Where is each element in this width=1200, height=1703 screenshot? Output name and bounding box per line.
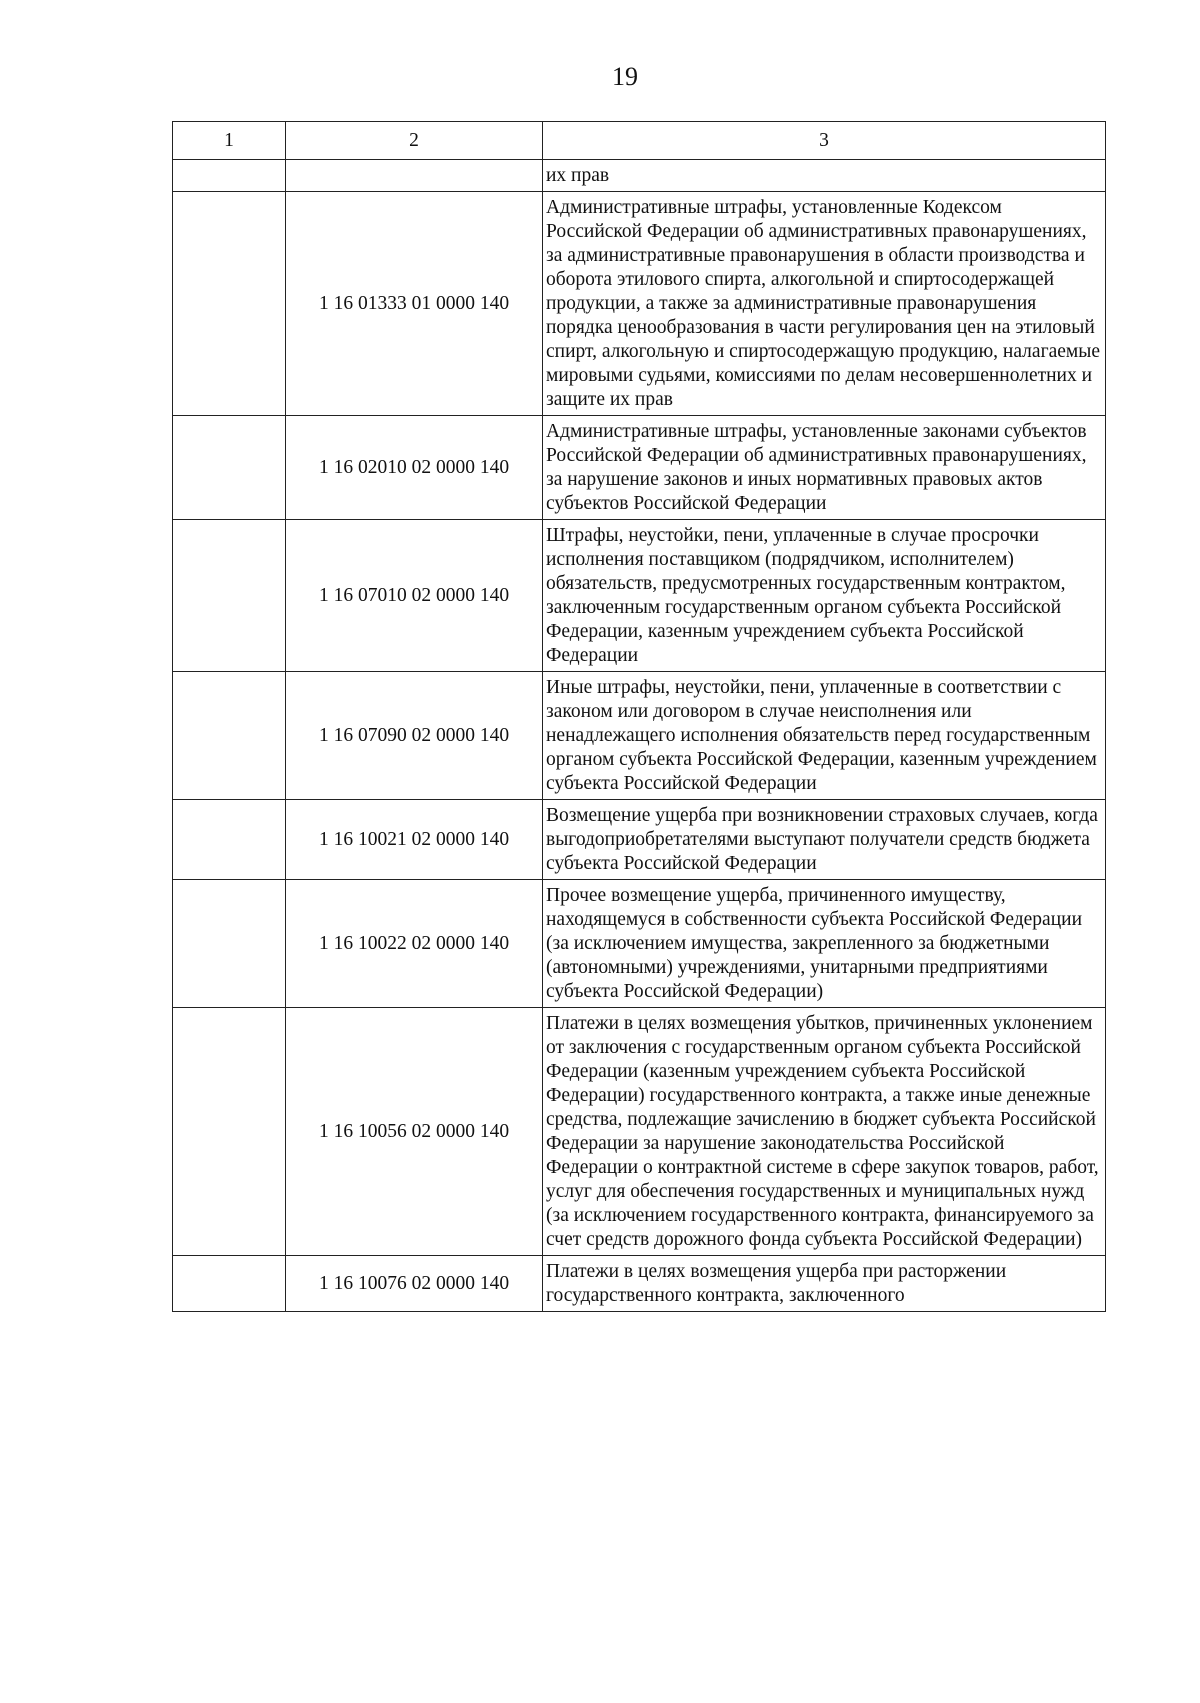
table-row [173,880,1106,1008]
header-col-2: 2 [286,122,543,160]
row-number-cell [173,416,286,520]
table-row [173,1256,1106,1312]
description-cell: их прав [543,160,1106,192]
description-cell: Штрафы, неустойки, пени, уплаченные в случае просрочки исполнения поставщиком (подрядчиком, исполнителем) обязательств, предусмотренных государственным контрактом, заключенным государственным органом субъекта Российской Федерации, казенным учреждением субъекта Российской Федерации [543,520,1106,672]
table-row [173,192,1106,416]
row-number-cell [173,160,286,192]
row-number-cell [173,520,286,672]
budget-code-cell: 1 16 01333 01 0000 140 [286,192,543,416]
description-cell: Прочее возмещение ущерба, причиненного имуществу, находящемуся в собственности субъекта Российской Федерации (за исключением имущества, закрепленного за бюджетными (автономными) учреждениями, унитарными предприятиями субъекта Российской Федерации) [543,880,1106,1008]
description-cell: Административные штрафы, установленные законами субъектов Российской Федерации об административных правонарушениях, за нарушение законов и иных нормативных правовых актов субъектов Российской Федерации [543,416,1106,520]
row-number-cell [173,880,286,1008]
table-row [173,416,1106,520]
table-row [173,672,1106,800]
budget-code-cell: 1 16 02010 02 0000 140 [286,416,543,520]
table-row [173,1008,1106,1256]
table-row [173,160,1106,192]
page-number: 19 [612,62,638,91]
budget-code-cell: 1 16 10021 02 0000 140 [286,800,543,880]
description-cell: Возмещение ущерба при возникновении страховых случаев, когда выгодоприобретателями выступают получатели средств бюджета субъекта Российской Федерации [543,800,1106,880]
budget-code-cell: 1 16 10022 02 0000 140 [286,880,543,1008]
row-number-cell [173,1008,286,1256]
description-cell: Платежи в целях возмещения убытков, причиненных уклонением от заключения с государственным органом субъекта Российской Федерации (казенным учреждением субъекта Российской Федерации) государственного контракта, а также иные денежные средства, подлежащие зачислению в бюджет субъекта Российской Федерации за нарушение законодательства Российской Федерации о контрактной системе в сфере закупок товаров, работ, услуг для обеспечения государственных и муниципальных нужд (за исключением государственного контракта, финансируемого за счет средств дорожного фонда субъекта Российской Федерации) [543,1008,1106,1256]
header-col-3: 3 [543,122,1106,160]
description-cell: Иные штрафы, неустойки, пени, уплаченные в соответствии с законом или договором в случае неисполнения или ненадлежащего исполнения обязательств перед государственным органом субъекта Российской Федерации, казенным учреждением субъекта Российской Федерации [543,672,1106,800]
budget-code-cell: 1 16 10076 02 0000 140 [286,1256,543,1312]
row-number-cell [173,1256,286,1312]
table-row [173,520,1106,672]
budget-code-cell: 1 16 07010 02 0000 140 [286,520,543,672]
description-cell: Административные штрафы, установленные Кодексом Российской Федерации об административных правонарушениях, за административные правонарушения в области производства и оборота этилового спирта, алкогольной и спиртосодержащей продукции, а также за административные правонарушения порядка ценообразования в части регулирования цен на этиловый спирт, алкогольную и спиртосодержащую продукцию, налагаемые мировыми судьями, комиссиями по делам несовершеннолетних и защите их прав [543,192,1106,416]
budget-code-cell: 1 16 10056 02 0000 140 [286,1008,543,1256]
header-col-1: 1 [173,122,286,160]
row-number-cell [173,800,286,880]
row-number-cell [173,192,286,416]
budget-code-cell: 1 16 07090 02 0000 140 [286,672,543,800]
budget-codes-table [172,121,1106,1312]
table-row [173,800,1106,880]
row-number-cell [173,672,286,800]
budget-code-cell [286,160,543,192]
table-header-row [173,122,1106,160]
description-cell: Платежи в целях возмещения ущерба при расторжении государственного контракта, заключенного [543,1256,1106,1312]
